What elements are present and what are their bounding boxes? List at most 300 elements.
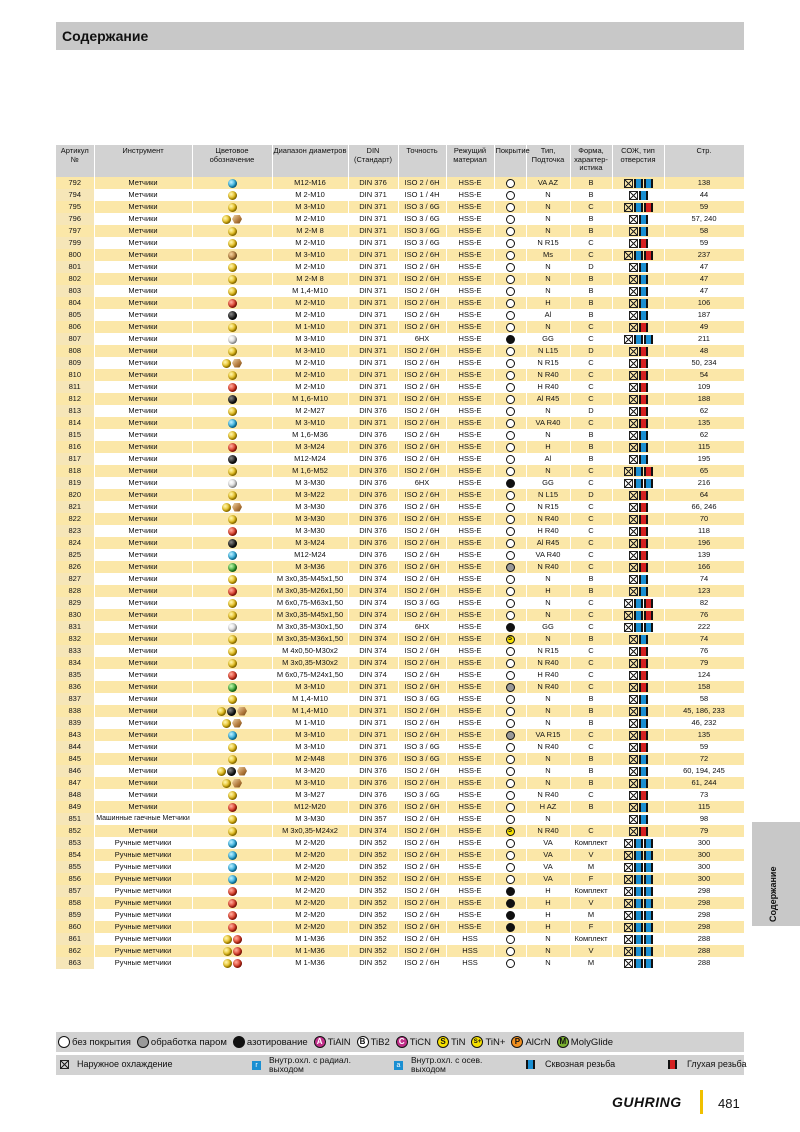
color-cell xyxy=(192,873,272,885)
blind-thread-icon xyxy=(639,731,648,740)
article-cell: 809 xyxy=(56,357,94,369)
coating-cell xyxy=(494,945,526,957)
type-cell: H xyxy=(526,897,570,909)
coating-icon xyxy=(506,275,515,284)
coating-icon xyxy=(506,191,515,200)
coating-cell xyxy=(494,765,526,777)
through-thread-icon xyxy=(639,263,648,272)
through-thread-icon xyxy=(639,299,648,308)
coolant-cell xyxy=(612,237,664,249)
table-row xyxy=(56,201,744,213)
table-row xyxy=(56,813,744,825)
blind-thread-icon xyxy=(639,359,648,368)
through-thread-icon xyxy=(634,611,643,620)
coating-icon xyxy=(506,599,515,608)
color-cell xyxy=(192,633,272,645)
table-row xyxy=(56,345,744,357)
coolant-cell xyxy=(612,225,664,237)
color-cell xyxy=(192,381,272,393)
yellow-color-marker-icon xyxy=(223,959,232,968)
tolerance-cell: ISO 2 / 6H xyxy=(398,489,446,501)
tolerance-cell: ISO 3 / 6G xyxy=(398,741,446,753)
material-cell: HSS-E xyxy=(446,885,494,897)
table-row xyxy=(56,621,744,633)
din-cell: DIN 374 xyxy=(348,633,398,645)
din-cell: DIN 376 xyxy=(348,465,398,477)
form-cell: C xyxy=(570,669,612,681)
table-row xyxy=(56,945,744,957)
page-cell: 124 xyxy=(664,669,744,681)
coating-cell xyxy=(494,753,526,765)
tool-cell: Ручные метчики xyxy=(94,837,192,849)
page-cell: 58 xyxy=(664,693,744,705)
type-cell: N xyxy=(526,213,570,225)
red-color-marker-icon xyxy=(228,887,237,896)
page-cell: 70 xyxy=(664,513,744,525)
form-cell: B xyxy=(570,573,612,585)
material-cell: HSS-E xyxy=(446,285,494,297)
page-header xyxy=(56,22,744,50)
page-cell: 158 xyxy=(664,681,744,693)
type-cell: N xyxy=(526,609,570,621)
type-cell: N xyxy=(526,429,570,441)
coating-icon xyxy=(506,623,515,632)
coating-icon xyxy=(506,779,515,788)
range-cell: M 3-M10 xyxy=(272,345,348,357)
form-cell: B xyxy=(570,189,612,201)
external-cooling-icon xyxy=(629,647,638,656)
tool-cell: Метчики xyxy=(94,717,192,729)
through-thread-icon xyxy=(644,959,653,968)
coating-icon xyxy=(506,899,515,908)
coating-cell xyxy=(494,897,526,909)
tool-cell: Метчики xyxy=(94,261,192,273)
tolerance-cell: ISO 2 / 6H xyxy=(398,705,446,717)
material-cell: HSS-E xyxy=(446,909,494,921)
coolant-cell xyxy=(612,465,664,477)
tool-cell: Метчики xyxy=(94,237,192,249)
external-cooling-icon xyxy=(629,635,638,644)
col-header-color: Цветовое обозначение xyxy=(192,145,272,177)
coolant-cell xyxy=(612,561,664,573)
coating-legend-icon: M xyxy=(557,1036,569,1048)
black-color-marker-icon xyxy=(228,311,237,320)
yellow-color-marker-icon xyxy=(228,203,237,212)
color-cell xyxy=(192,405,272,417)
col-header-material: Режущий материал xyxy=(446,145,494,177)
tool-cell: Метчики xyxy=(94,417,192,429)
tool-cell: Метчики xyxy=(94,333,192,345)
external-cooling-icon xyxy=(629,743,638,752)
color-cell xyxy=(192,717,272,729)
article-cell: 802 xyxy=(56,273,94,285)
col-header-article: Артикул № xyxy=(56,145,94,177)
type-cell: N R40 xyxy=(526,561,570,573)
din-cell: DIN 352 xyxy=(348,933,398,945)
yellow-color-marker-icon xyxy=(228,407,237,416)
coolant-cell xyxy=(612,537,664,549)
external-cooling-icon xyxy=(624,887,633,896)
page-cell: 59 xyxy=(664,237,744,249)
external-cooling-icon xyxy=(624,851,633,860)
coolant-cell xyxy=(612,285,664,297)
article-cell: 853 xyxy=(56,837,94,849)
table-row xyxy=(56,729,744,741)
external-cooling-icon xyxy=(624,467,633,476)
article-cell: 854 xyxy=(56,849,94,861)
tolerance-cell: ISO 2 / 6H xyxy=(398,273,446,285)
material-cell: HSS-E xyxy=(446,693,494,705)
external-cooling-icon xyxy=(629,731,638,740)
table-row xyxy=(56,825,744,837)
col-header-form: Форма, характер-истика xyxy=(570,145,612,177)
range-cell: M 1-M36 xyxy=(272,957,348,969)
type-cell: N xyxy=(526,633,570,645)
range-cell: M 3x0,35-M45x1,50 xyxy=(272,609,348,621)
din-cell: DIN 371 xyxy=(348,345,398,357)
coating-icon xyxy=(506,683,515,692)
tolerance-cell: ISO 2 / 6H xyxy=(398,549,446,561)
din-cell: DIN 371 xyxy=(348,201,398,213)
article-cell: 799 xyxy=(56,237,94,249)
page-cell: 98 xyxy=(664,813,744,825)
coating-cell xyxy=(494,657,526,669)
coating-icon xyxy=(506,707,515,716)
page-cell: 82 xyxy=(664,597,744,609)
range-cell: M 3-M24 xyxy=(272,441,348,453)
din-cell: DIN 371 xyxy=(348,213,398,225)
din-cell: DIN 371 xyxy=(348,717,398,729)
type-cell: GG xyxy=(526,477,570,489)
external-cooling-icon xyxy=(629,767,638,776)
article-cell: 816 xyxy=(56,441,94,453)
table-row xyxy=(56,753,744,765)
type-cell: H R40 xyxy=(526,525,570,537)
coolant-cell xyxy=(612,909,664,921)
yellow-color-marker-icon xyxy=(228,275,237,284)
color-cell xyxy=(192,273,272,285)
range-cell: M12-M24 xyxy=(272,549,348,561)
hex-color-marker-icon xyxy=(232,215,242,224)
page-cell: 76 xyxy=(664,609,744,621)
type-cell: H xyxy=(526,909,570,921)
table-row xyxy=(56,573,744,585)
coating-icon xyxy=(506,311,515,320)
type-cell: N xyxy=(526,753,570,765)
type-cell: N xyxy=(526,189,570,201)
material-cell: HSS-E xyxy=(446,897,494,909)
coating-legend-icon xyxy=(233,1036,245,1048)
green-color-marker-icon xyxy=(228,563,237,572)
tool-cell: Метчики xyxy=(94,201,192,213)
table-row xyxy=(56,909,744,921)
type-cell: N xyxy=(526,273,570,285)
form-cell: C xyxy=(570,237,612,249)
hex-color-marker-icon xyxy=(232,359,242,368)
yellow-color-marker-icon xyxy=(228,659,237,668)
coolant-cell xyxy=(612,681,664,693)
range-cell: M 1-M10 xyxy=(272,717,348,729)
coating-icon xyxy=(506,839,515,848)
article-cell: 856 xyxy=(56,873,94,885)
color-cell xyxy=(192,705,272,717)
type-cell: Ms xyxy=(526,249,570,261)
coating-icon xyxy=(506,767,515,776)
through-thread-icon xyxy=(634,623,643,632)
tolerance-cell: ISO 2 / 6H xyxy=(398,765,446,777)
type-cell: VA R40 xyxy=(526,549,570,561)
tool-cell: Метчики xyxy=(94,453,192,465)
tolerance-cell: ISO 2 / 6H xyxy=(398,453,446,465)
table-row xyxy=(56,765,744,777)
range-cell: M 3-M20 xyxy=(272,765,348,777)
article-cell: 830 xyxy=(56,609,94,621)
tool-cell: Метчики xyxy=(94,561,192,573)
yellow-color-marker-icon xyxy=(228,575,237,584)
page-cell: 64 xyxy=(664,489,744,501)
tolerance-cell: ISO 2 / 6H xyxy=(398,933,446,945)
coating-cell xyxy=(494,909,526,921)
range-cell: M 4x0,50-M30x2 xyxy=(272,645,348,657)
red-color-marker-icon xyxy=(233,935,242,944)
yellow-color-marker-icon xyxy=(222,719,231,728)
article-cell: 851 xyxy=(56,813,94,825)
coating-legend xyxy=(56,1032,744,1052)
form-cell: C xyxy=(570,621,612,633)
blind-thread-icon xyxy=(639,791,648,800)
material-cell: HSS-E xyxy=(446,741,494,753)
form-cell: B xyxy=(570,585,612,597)
coolant-cell xyxy=(612,633,664,645)
external-cooling-icon xyxy=(629,503,638,512)
external-cooling-icon xyxy=(624,251,633,260)
red-color-marker-icon xyxy=(228,443,237,452)
din-cell: DIN 371 xyxy=(348,729,398,741)
legend-blind-thread: Глухая резьба xyxy=(668,1059,746,1069)
form-cell: C xyxy=(570,681,612,693)
coating-cell xyxy=(494,621,526,633)
page-cell: 300 xyxy=(664,873,744,885)
coating-cell xyxy=(494,525,526,537)
coolant-cell xyxy=(612,345,664,357)
through-thread-icon xyxy=(634,935,643,944)
range-cell: M 2-M20 xyxy=(272,849,348,861)
through-thread-icon xyxy=(644,839,653,848)
tolerance-cell: ISO 2 / 6H xyxy=(398,417,446,429)
table-row xyxy=(56,777,744,789)
coating-icon xyxy=(506,575,515,584)
red-color-marker-icon xyxy=(228,911,237,920)
type-cell: Al R45 xyxy=(526,537,570,549)
type-cell: N xyxy=(526,813,570,825)
tool-cell: Ручные метчики xyxy=(94,909,192,921)
type-cell: VA R40 xyxy=(526,417,570,429)
type-cell: N xyxy=(526,573,570,585)
type-cell: N xyxy=(526,321,570,333)
din-cell: DIN 376 xyxy=(348,501,398,513)
table-row xyxy=(56,657,744,669)
coolant-cell xyxy=(612,333,664,345)
type-cell: N R40 xyxy=(526,681,570,693)
coolant-cell xyxy=(612,585,664,597)
color-cell xyxy=(192,345,272,357)
legend-label: TiAlN xyxy=(327,1036,351,1048)
coating-icon xyxy=(506,551,515,560)
material-cell: HSS-E xyxy=(446,345,494,357)
color-cell xyxy=(192,897,272,909)
external-cooling-icon xyxy=(629,755,638,764)
through-thread-icon xyxy=(639,767,648,776)
material-cell: HSS-E xyxy=(446,717,494,729)
range-cell: M 1,4-M10 xyxy=(272,705,348,717)
page-cell: 118 xyxy=(664,525,744,537)
type-cell: N xyxy=(526,705,570,717)
coating-cell xyxy=(494,537,526,549)
through-thread-icon xyxy=(634,911,643,920)
coolant-cell xyxy=(612,405,664,417)
type-cell: Al xyxy=(526,309,570,321)
page-cell: 47 xyxy=(664,285,744,297)
coating-cell xyxy=(494,933,526,945)
coolant-cell xyxy=(612,309,664,321)
din-cell: DIN 376 xyxy=(348,525,398,537)
external-cooling-icon xyxy=(624,863,633,872)
col-header-tool: Инструмент xyxy=(94,145,192,177)
external-cooling-icon xyxy=(629,227,638,236)
type-cell: N R40 xyxy=(526,825,570,837)
blind-thread-icon xyxy=(668,1060,677,1069)
tolerance-cell: ISO 3 / 6G xyxy=(398,201,446,213)
article-cell: 825 xyxy=(56,549,94,561)
color-cell xyxy=(192,309,272,321)
blind-thread-icon xyxy=(639,647,648,656)
type-cell: N xyxy=(526,465,570,477)
material-cell: HSS xyxy=(446,945,494,957)
coating-cell xyxy=(494,345,526,357)
coating-cell xyxy=(494,405,526,417)
form-cell: Комплект xyxy=(570,933,612,945)
article-cell: 794 xyxy=(56,189,94,201)
table-header-row xyxy=(56,145,744,177)
color-cell xyxy=(192,321,272,333)
form-cell: Комплект xyxy=(570,837,612,849)
table-row xyxy=(56,789,744,801)
tool-cell: Метчики xyxy=(94,249,192,261)
table-row xyxy=(56,873,744,885)
external-cooling-icon xyxy=(629,827,638,836)
external-cooling-icon xyxy=(629,215,638,224)
table-row xyxy=(56,861,744,873)
page-cell: 138 xyxy=(664,177,744,189)
range-cell: M 3-M10 xyxy=(272,681,348,693)
coolant-cell xyxy=(612,669,664,681)
page-cell: 79 xyxy=(664,825,744,837)
type-cell: VA xyxy=(526,849,570,861)
material-cell: HSS-E xyxy=(446,309,494,321)
article-cell: 828 xyxy=(56,585,94,597)
color-cell xyxy=(192,333,272,345)
coating-cell xyxy=(494,237,526,249)
din-cell: DIN 352 xyxy=(348,837,398,849)
article-cell: 857 xyxy=(56,885,94,897)
blind-thread-icon xyxy=(639,347,648,356)
tolerance-cell: ISO 2 / 6H xyxy=(398,261,446,273)
tolerance-cell: ISO 2 / 6H xyxy=(398,681,446,693)
color-cell xyxy=(192,261,272,273)
coolant-cell xyxy=(612,657,664,669)
legend-item xyxy=(233,1036,308,1048)
material-cell: HSS-E xyxy=(446,189,494,201)
form-cell: C xyxy=(570,597,612,609)
coating-icon xyxy=(506,455,515,464)
tool-cell: Метчики xyxy=(94,621,192,633)
type-cell: N R40 xyxy=(526,741,570,753)
page-cell: 298 xyxy=(664,909,744,921)
form-cell: B xyxy=(570,213,612,225)
yellow-color-marker-icon xyxy=(228,467,237,476)
tool-cell: Метчики xyxy=(94,429,192,441)
coating-legend-icon: S xyxy=(437,1036,449,1048)
blue-color-marker-icon xyxy=(228,551,237,560)
coating-icon xyxy=(506,875,515,884)
green-color-marker-icon xyxy=(228,683,237,692)
tool-cell: Ручные метчики xyxy=(94,873,192,885)
red-color-marker-icon xyxy=(228,587,237,596)
page-cell: 288 xyxy=(664,945,744,957)
din-cell: DIN 352 xyxy=(348,861,398,873)
tool-cell: Метчики xyxy=(94,753,192,765)
page-cell: 74 xyxy=(664,573,744,585)
brand-logo: GUHRING xyxy=(612,1094,682,1110)
red-color-marker-icon xyxy=(228,899,237,908)
material-cell: HSS-E xyxy=(446,249,494,261)
coating-legend-icon xyxy=(58,1036,70,1048)
page-cell: 300 xyxy=(664,837,744,849)
form-cell: B xyxy=(570,717,612,729)
din-cell: DIN 371 xyxy=(348,189,398,201)
din-cell: DIN 374 xyxy=(348,645,398,657)
external-cooling-icon xyxy=(629,527,638,536)
external-cooling-icon xyxy=(629,803,638,812)
tool-cell: Метчики xyxy=(94,633,192,645)
material-cell: HSS-E xyxy=(446,633,494,645)
coating-icon xyxy=(506,515,515,524)
coating-cell xyxy=(494,297,526,309)
hex-color-marker-icon xyxy=(232,503,242,512)
blue-color-marker-icon xyxy=(228,875,237,884)
blind-thread-icon xyxy=(639,827,648,836)
page-cell: 237 xyxy=(664,249,744,261)
coating-cell xyxy=(494,789,526,801)
form-cell: C xyxy=(570,537,612,549)
coolant-cell xyxy=(612,321,664,333)
table-body xyxy=(56,177,744,969)
contents-table xyxy=(56,145,745,969)
din-cell: DIN 352 xyxy=(348,957,398,969)
material-cell: HSS-E xyxy=(446,297,494,309)
table-row xyxy=(56,537,744,549)
type-cell: GG xyxy=(526,333,570,345)
din-cell: DIN 376 xyxy=(348,777,398,789)
din-cell: DIN 352 xyxy=(348,897,398,909)
through-thread-icon xyxy=(639,803,648,812)
article-cell: 837 xyxy=(56,693,94,705)
type-cell: N xyxy=(526,261,570,273)
material-cell: HSS-E xyxy=(446,273,494,285)
tool-cell: Метчики xyxy=(94,501,192,513)
blue-color-marker-icon xyxy=(228,731,237,740)
coating-cell xyxy=(494,585,526,597)
